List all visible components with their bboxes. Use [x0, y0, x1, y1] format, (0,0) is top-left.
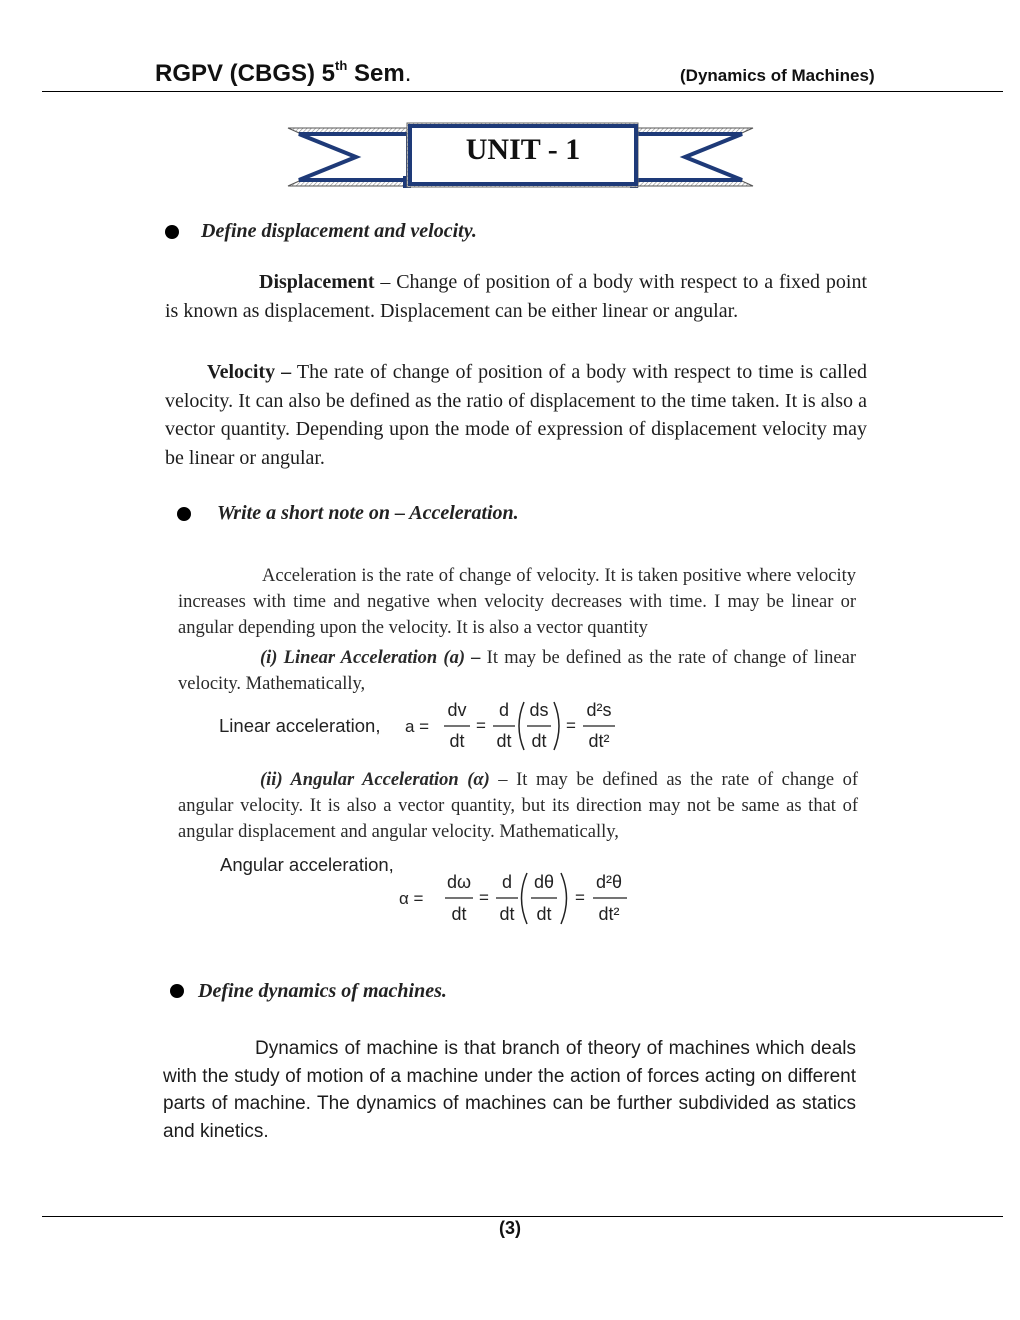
linear-acceleration-formula — [400, 694, 630, 754]
formula-equals: = — [479, 888, 489, 907]
acceleration-paragraph: Acceleration is the rate of change of velocity. It is taken positive where velocity increases with time and negative when velocity decreases with time. I may be linear or angular depending upon the velocity. It is also a vector quantity — [178, 566, 856, 638]
formula-numerator: d²θ — [595, 872, 623, 892]
semester-superscript: th — [335, 58, 348, 73]
angular-acceleration-label: (ii) Angular Acceleration (α) — [260, 770, 490, 790]
formula-denominator: dt — [531, 731, 547, 751]
linear-acceleration-paragraph — [178, 645, 856, 697]
definition-text: The rate of change of position of a body with respect to time is called velocity. It can also be defined as the ratio of displacement to the time taken. It is also a vector quantity. Depending upon the mode of expression of displacement velocity may be linear or angular. — [165, 361, 867, 469]
displacement-definition — [165, 268, 867, 325]
course-title — [155, 58, 411, 88]
definition-text: – It may be defined as the rate of change of angular velocity. It is also a vector quantity, but its direction may not be same as that of angular displacement and angular velocity. Mathematically, — [178, 770, 858, 842]
right-paren — [554, 702, 559, 750]
page-number: (3) — [499, 1218, 521, 1238]
linear-acceleration-label: (i) Linear Acceleration (a) – — [260, 648, 481, 668]
angular-acceleration-formula — [395, 866, 635, 928]
question-heading: Write a short note on – Acceleration. — [217, 502, 519, 524]
definition-text: – Change of position of a body with respect to a fixed point is known as displacement. Displacement can be either linear or angular. — [165, 271, 867, 322]
formula-numerator: d — [498, 700, 510, 720]
subject-title: (Dynamics of Machines) — [680, 66, 875, 85]
formula-denominator: dt — [496, 731, 512, 751]
unit-title: UNIT - 1 — [465, 133, 581, 166]
formula-lhs: α = — [399, 889, 424, 908]
formula-equals: = — [476, 716, 486, 735]
formula-numerator: d²s — [586, 700, 612, 720]
formula-denominator: dt — [499, 904, 515, 924]
formula-numerator: dθ — [533, 872, 555, 892]
definition-text: It may be defined as the rate of change of linear velocity. Mathematically, — [178, 648, 856, 694]
question-heading: Define displacement and velocity. — [201, 220, 477, 242]
formula-numerator: d — [501, 872, 513, 892]
left-paren — [522, 873, 528, 924]
question-heading: Define dynamics of machines. — [198, 980, 447, 1002]
dynamics-definition: Dynamics of machine is that branch of theory of machines which deals with the study of motion of a machine under the action of forces acting on different parts of machine. The dynamics of machines can be further subdivided as statics and kinetics. — [163, 1038, 856, 1142]
term-velocity: Velocity – — [207, 361, 292, 383]
title-period: . — [404, 60, 412, 87]
formula-lhs: a = — [405, 717, 430, 736]
formula-numerator: dω — [446, 872, 472, 892]
right-paren — [561, 873, 567, 924]
term-displacement: Displacement — [259, 271, 375, 293]
linear-equation-label: Linear acceleration, — [219, 715, 381, 736]
formula-denominator: dt — [451, 904, 467, 924]
bullet-icon — [170, 984, 184, 998]
left-paren — [519, 702, 524, 750]
formula-denominator: dt² — [588, 731, 610, 751]
formula-numerator: dv — [447, 700, 467, 720]
angular-acceleration-paragraph — [178, 767, 858, 845]
formula-denominator: dt — [536, 904, 552, 924]
formula-numerator: ds — [529, 700, 549, 720]
course-name: RGPV (CBGS) 5 — [155, 60, 336, 87]
semester-label: Sem — [347, 60, 405, 87]
bullet-icon — [177, 507, 191, 521]
velocity-definition — [165, 358, 867, 472]
formula-denominator: dt² — [598, 904, 620, 924]
header-rule — [42, 91, 1003, 92]
angular-equation-label: Angular acceleration, — [220, 854, 394, 875]
footer-rule — [42, 1216, 1003, 1217]
formula-equals: = — [566, 716, 576, 735]
formula-equals: = — [575, 888, 585, 907]
formula-denominator: dt — [449, 731, 465, 751]
bullet-icon — [165, 225, 179, 239]
